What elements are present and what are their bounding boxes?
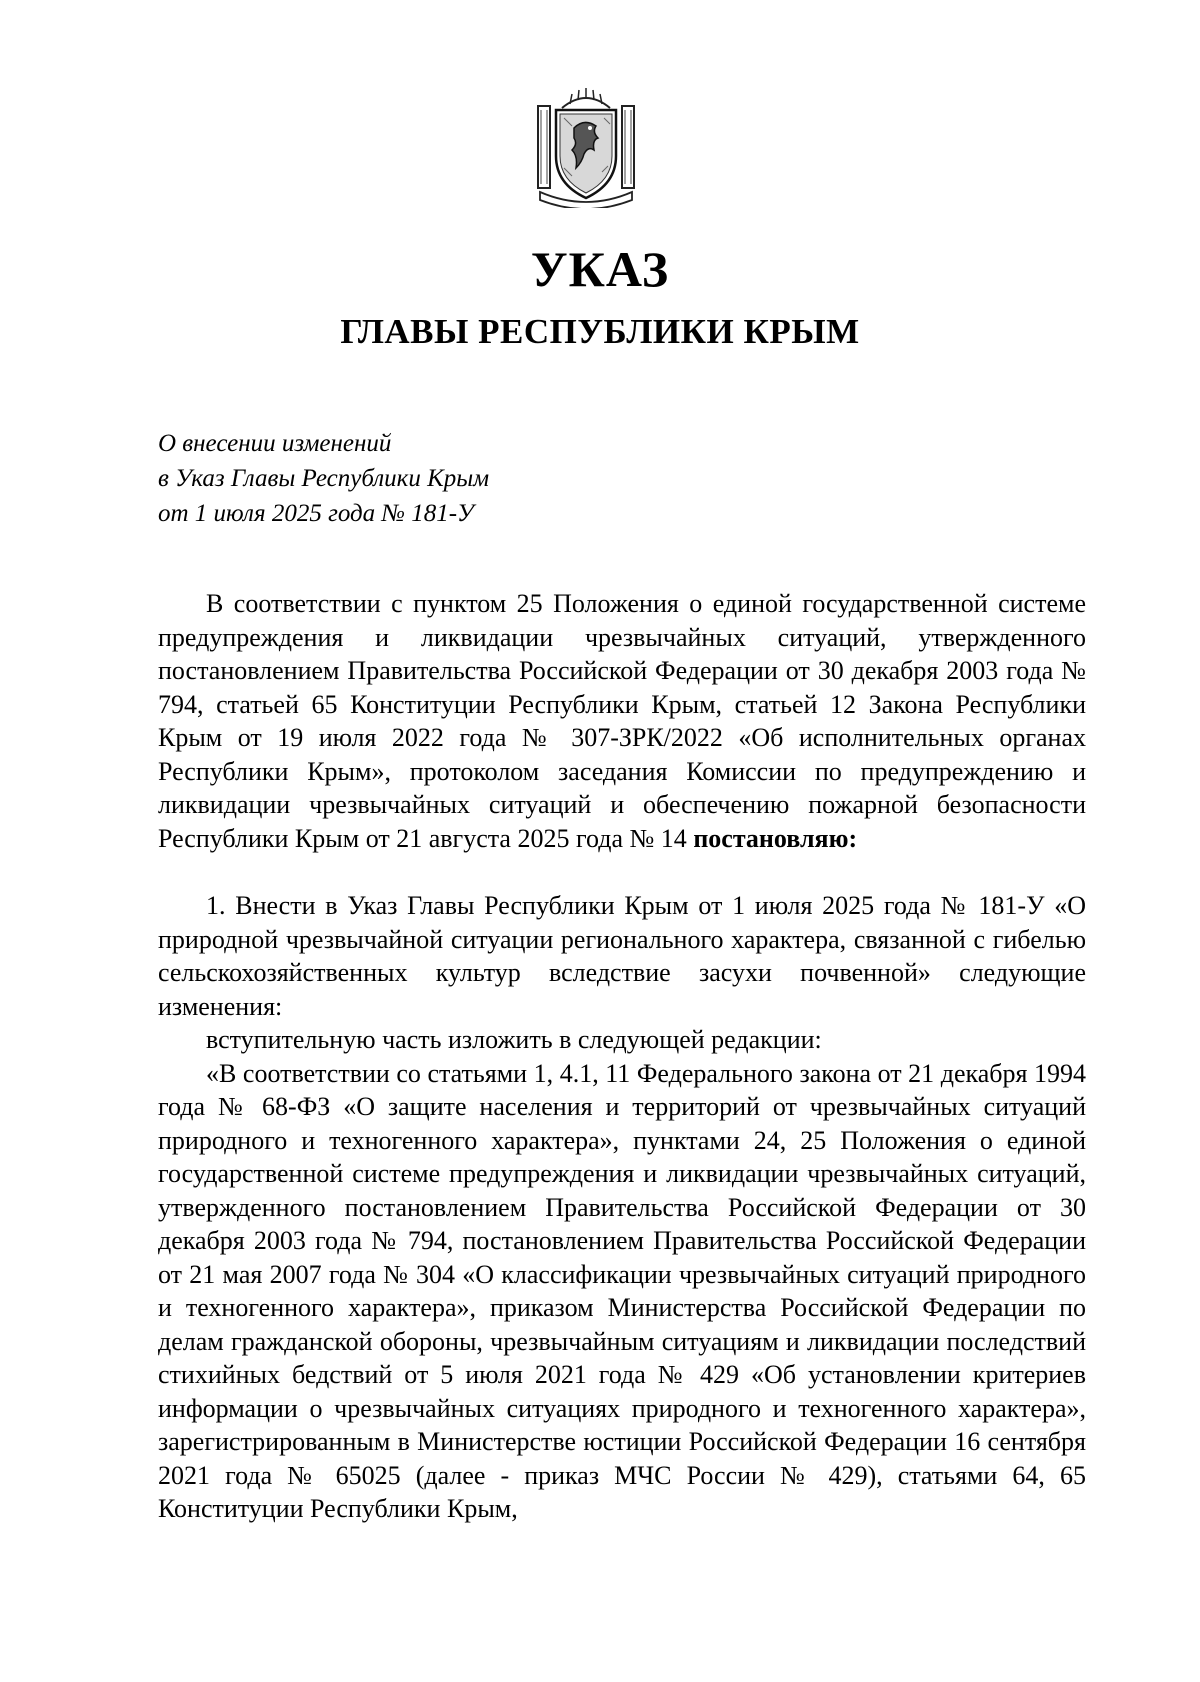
document-issuer: ГЛАВЫ РЕСПУБЛИКИ КРЫМ: [340, 312, 860, 351]
crimea-coat-of-arms-icon: [532, 88, 640, 208]
preamble-text: В соответствии с пунктом 25 Положения о единой государственной системе предупреждения и ликвидации чрезвычайных ситуаций, утвержденного постановлением Правительства Российской Федерации от 30 декабря 2003 года № 794, статьей 65 Конституции Республики Крым, статьей 12 Закона Республики Крым от 19 июля 2022 года № 307-ЗРК/2022 «Об исполнительных органах Республики Крым», протоколом заседания Комиссии по предупреждению и ликвидации чрезвычайных ситуаций и обеспечению пожарной безопасности Республики Крым от 21 августа 2025 года № 14: [158, 589, 1086, 853]
item-1-paragraph: 1. Внести в Указ Главы Республики Крым от 1 июля 2025 года № 181-У «О природной чрезвычайной ситуации регионального характера, связанной с гибелью сельскохозяйственных культур вследствие засухи почвенной» следующие изменения:: [158, 891, 1086, 1021]
document-subject: [158, 426, 489, 531]
item-1-quote: «В соответствии со статьями 1, 4.1, 11 Федерального закона от 21 декабря 1994 года № 68-ФЗ «О защите населения и территорий от чрезвычайных ситуаций природного и техногенного характера», пунктами 24, 25 Положения о единой государственной системе предупреждения и ликвидации чрезвычайных ситуаций, утвержденного постановлением Правительства Российской Федерации от 30 декабря 2003 года № 794, постановлением Правительства Российской Федерации от 21 мая 2007 года № 304 «О классификации чрезвычайных ситуаций природного и техногенного характера», приказом Министерства Российской Федерации по делам гражданской обороны, чрезвычайным ситуациям и ликвидации последствий стихийных бедствий от 5 июля 2021 года № 429 «Об установлении критериев информации о чрезвычайных ситуациях природного и техногенного характера», зарегистрированным в Министерстве юстиции Российской Федерации 16 сентября 2021 года № 65025 (далее - приказ МЧС России № 429), статьями 64, 65 Конституции Республики Крым,: [158, 1058, 1086, 1523]
subject-line: в Указ Главы Республики Крым: [158, 465, 490, 492]
preamble-paragraph: [158, 587, 1086, 855]
document-body: [158, 587, 1086, 1526]
decree-word: постановляю:: [693, 823, 858, 853]
subject-line: О внесении изменений: [158, 430, 392, 457]
document-title: УКАЗ: [530, 241, 670, 297]
subject-line: от 1 июля 2025 года № 181-У: [158, 500, 474, 527]
item-1-intro: вступительную часть изложить в следующей редакции:: [206, 1025, 822, 1054]
